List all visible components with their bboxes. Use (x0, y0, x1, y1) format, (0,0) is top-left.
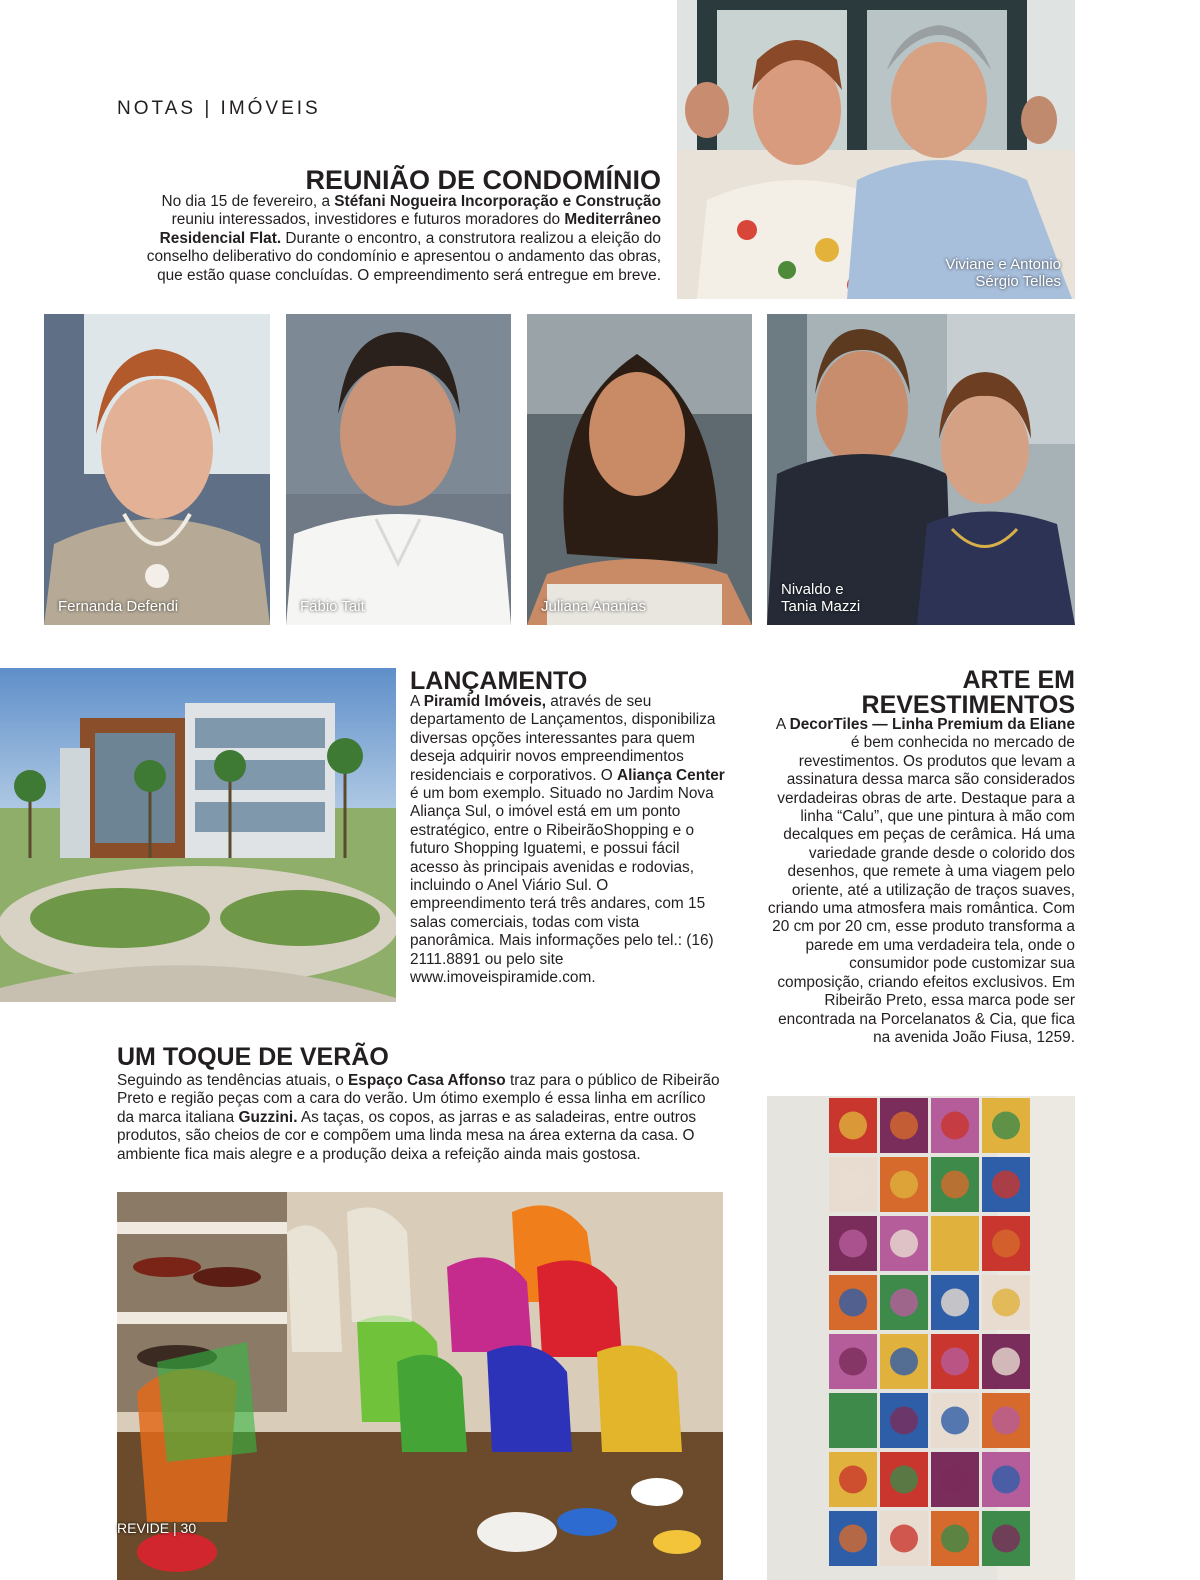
portrait-fabio (286, 314, 511, 625)
tile-motif (941, 1230, 969, 1258)
tile-motif (839, 1525, 867, 1553)
tile-motif (992, 1525, 1020, 1553)
portrait-nivaldo-tania (767, 314, 1075, 625)
verao-text-1: Seguindo as tendências atuais, o (117, 1072, 349, 1089)
couple-caption (945, 256, 1061, 290)
reuniao-text-3: Durante o encontro, a construtora realizou a eleição do conselho deliberativo do condomínio e apresentou o andamento das obras, que estão quase concluídas. O empreendimento será entregue em breve. (146, 229, 661, 284)
tile-motif (890, 1171, 918, 1199)
portrait-caption-2: Fábio Tait (300, 598, 365, 615)
tile-motif (941, 1171, 969, 1199)
tile-motif (941, 1525, 969, 1553)
verao-store: Espaço Casa Affonso (348, 1072, 506, 1089)
portrait-caption-4 (781, 581, 860, 615)
lancamento-text-3: é um bom exemplo. Situado no Jardim Nova Aliança Sul, o imóvel está em um ponto estratégico, entre o RibeirãoShopping e o futuro Shopping Iguatemi, e possui fácil acesso às principais avenidas e rodovias, incluindo o Anel Viário Sul. O empreendimento terá três andares, com 15 salas comerciais, todas com vista panorâmica. Mais informações pelo tel.: (16) 2111.8891 ou pelo site www.imoveispiramide.com. (410, 785, 714, 987)
arte-headline-line-2: REVESTIMENTOS (861, 691, 1075, 719)
tile-motif (890, 1230, 918, 1258)
tile-motif (890, 1407, 918, 1435)
arte-text-1: A (775, 716, 790, 733)
tile-motif (992, 1289, 1020, 1317)
lancamento-company: Piramid Imóveis, (423, 693, 547, 710)
lancamento-text-2: através de seu departamento de Lançamentos, disponibiliza diversas opções interessantes para quem deseja adquirir novos empreendimentos residenciais e corporativos. O (410, 693, 716, 784)
reuniao-headline: REUNIÃO DE CONDOMÍNIO (305, 165, 661, 195)
tile-motif (941, 1289, 969, 1317)
verao-headline: UM TOQUE DE VERÃO (117, 1043, 389, 1071)
couple-caption-line-1: Viviane e Antonio (945, 256, 1061, 273)
arte-text-2: é bem conhecida no mercado de revestimentos. Os produtos que levam a assinatura dessa marca são considerados verdadeiras obras de arte. Destaque para a linha “Calu”, que une pintura à mão com decalques em peças de cerâmica. Há uma variedade grande desde o colorido dos desenhos, que remete à uma viagem pelo oriente, até a utilização de traços suaves, criando uma atmosfera mais romântica. Com 20 cm por 20 cm, esse produto transforma a parede em uma verdadeira tela, onde o consumidor pode customizar sua composição, criando efeitos exclusivos. Em Ribeirão Preto, essa marca pode ser encontrada na Porcelanatos & Cia, que fica na avenida João Fiusa, 1259. (767, 734, 1075, 1046)
portrait-caption-4-line-1: Nivaldo e (781, 581, 844, 598)
tile-motif (839, 1348, 867, 1376)
portrait-caption-4-line-2: Tania Mazzi (781, 598, 861, 615)
tile-motif (839, 1171, 867, 1199)
reuniao-body (120, 193, 661, 285)
tile-motif (941, 1466, 969, 1494)
lancamento-headline: LANÇAMENTO (410, 667, 588, 695)
tile-motif (992, 1112, 1020, 1140)
portrait-juliana (527, 314, 752, 625)
tile-motif (941, 1407, 969, 1435)
reuniao-text-1: No dia 15 de fevereiro, a (161, 193, 335, 210)
tile-motif (839, 1466, 867, 1494)
tile-motif (992, 1407, 1020, 1435)
tile-motif (992, 1171, 1020, 1199)
tile-motif (890, 1348, 918, 1376)
tile-motif (890, 1525, 918, 1553)
arte-headline-line-1: ARTE EM (962, 666, 1075, 694)
verao-body (117, 1072, 724, 1164)
lancamento-project: Aliança Center (617, 766, 725, 784)
arte-brand: DecorTiles — Linha Premium da Eliane (789, 716, 1075, 733)
verao-text-3: As taças, os copos, as jarras e as saladeiras, entre outros produtos, são cheios de cor e compõem uma linda mesa na área externa da casa. O ambiente fica mais alegre e a produção deixa a refeição ainda mais gostosa. (117, 1108, 697, 1163)
building-render (0, 668, 396, 1002)
portrait-caption-3: Juliana Ananias (541, 598, 647, 615)
tiles-photo (767, 1096, 1075, 1580)
tile-motif (839, 1230, 867, 1258)
verao-brand: Guzzini. (238, 1108, 298, 1126)
tile-motif (839, 1112, 867, 1140)
tile-motif (890, 1289, 918, 1317)
arte-headline (770, 668, 1075, 718)
reuniao-text-2: reuniu interessados, investidores e futuros moradores do (171, 211, 565, 229)
tile-motif (992, 1466, 1020, 1494)
verao-text-2: traz para o público de Ribeirão Preto e região peças com a cara do verão. Um ótimo exemplo é essa linha em acrílico da marca italiana (117, 1072, 720, 1126)
tableware-photo (117, 1192, 723, 1580)
portrait-fernanda (44, 314, 270, 625)
tile-motif (941, 1348, 969, 1376)
tile-motif (890, 1112, 918, 1140)
page-folio: REVIDE | 30 (117, 1520, 197, 1536)
reuniao-project: Mediterrâneo Residencial Flat. (159, 211, 661, 247)
tile-motif (941, 1112, 969, 1140)
tile-motif (839, 1289, 867, 1317)
reuniao-company: Stéfani Nogueira Incorporação e Construção (334, 193, 661, 210)
tile-motif (992, 1348, 1020, 1376)
tile-motif (839, 1407, 867, 1435)
tile-motif (992, 1230, 1020, 1258)
arte-body (766, 716, 1075, 1047)
lancamento-body (410, 693, 725, 988)
couple-caption-line-2: Sérgio Telles (975, 273, 1061, 290)
tile-motif (890, 1466, 918, 1494)
lancamento-text-1: A (410, 693, 424, 710)
section-label: NOTAS | IMÓVEIS (117, 98, 321, 119)
couple-photo (677, 0, 1075, 299)
portrait-caption-1: Fernanda Defendi (58, 598, 179, 615)
